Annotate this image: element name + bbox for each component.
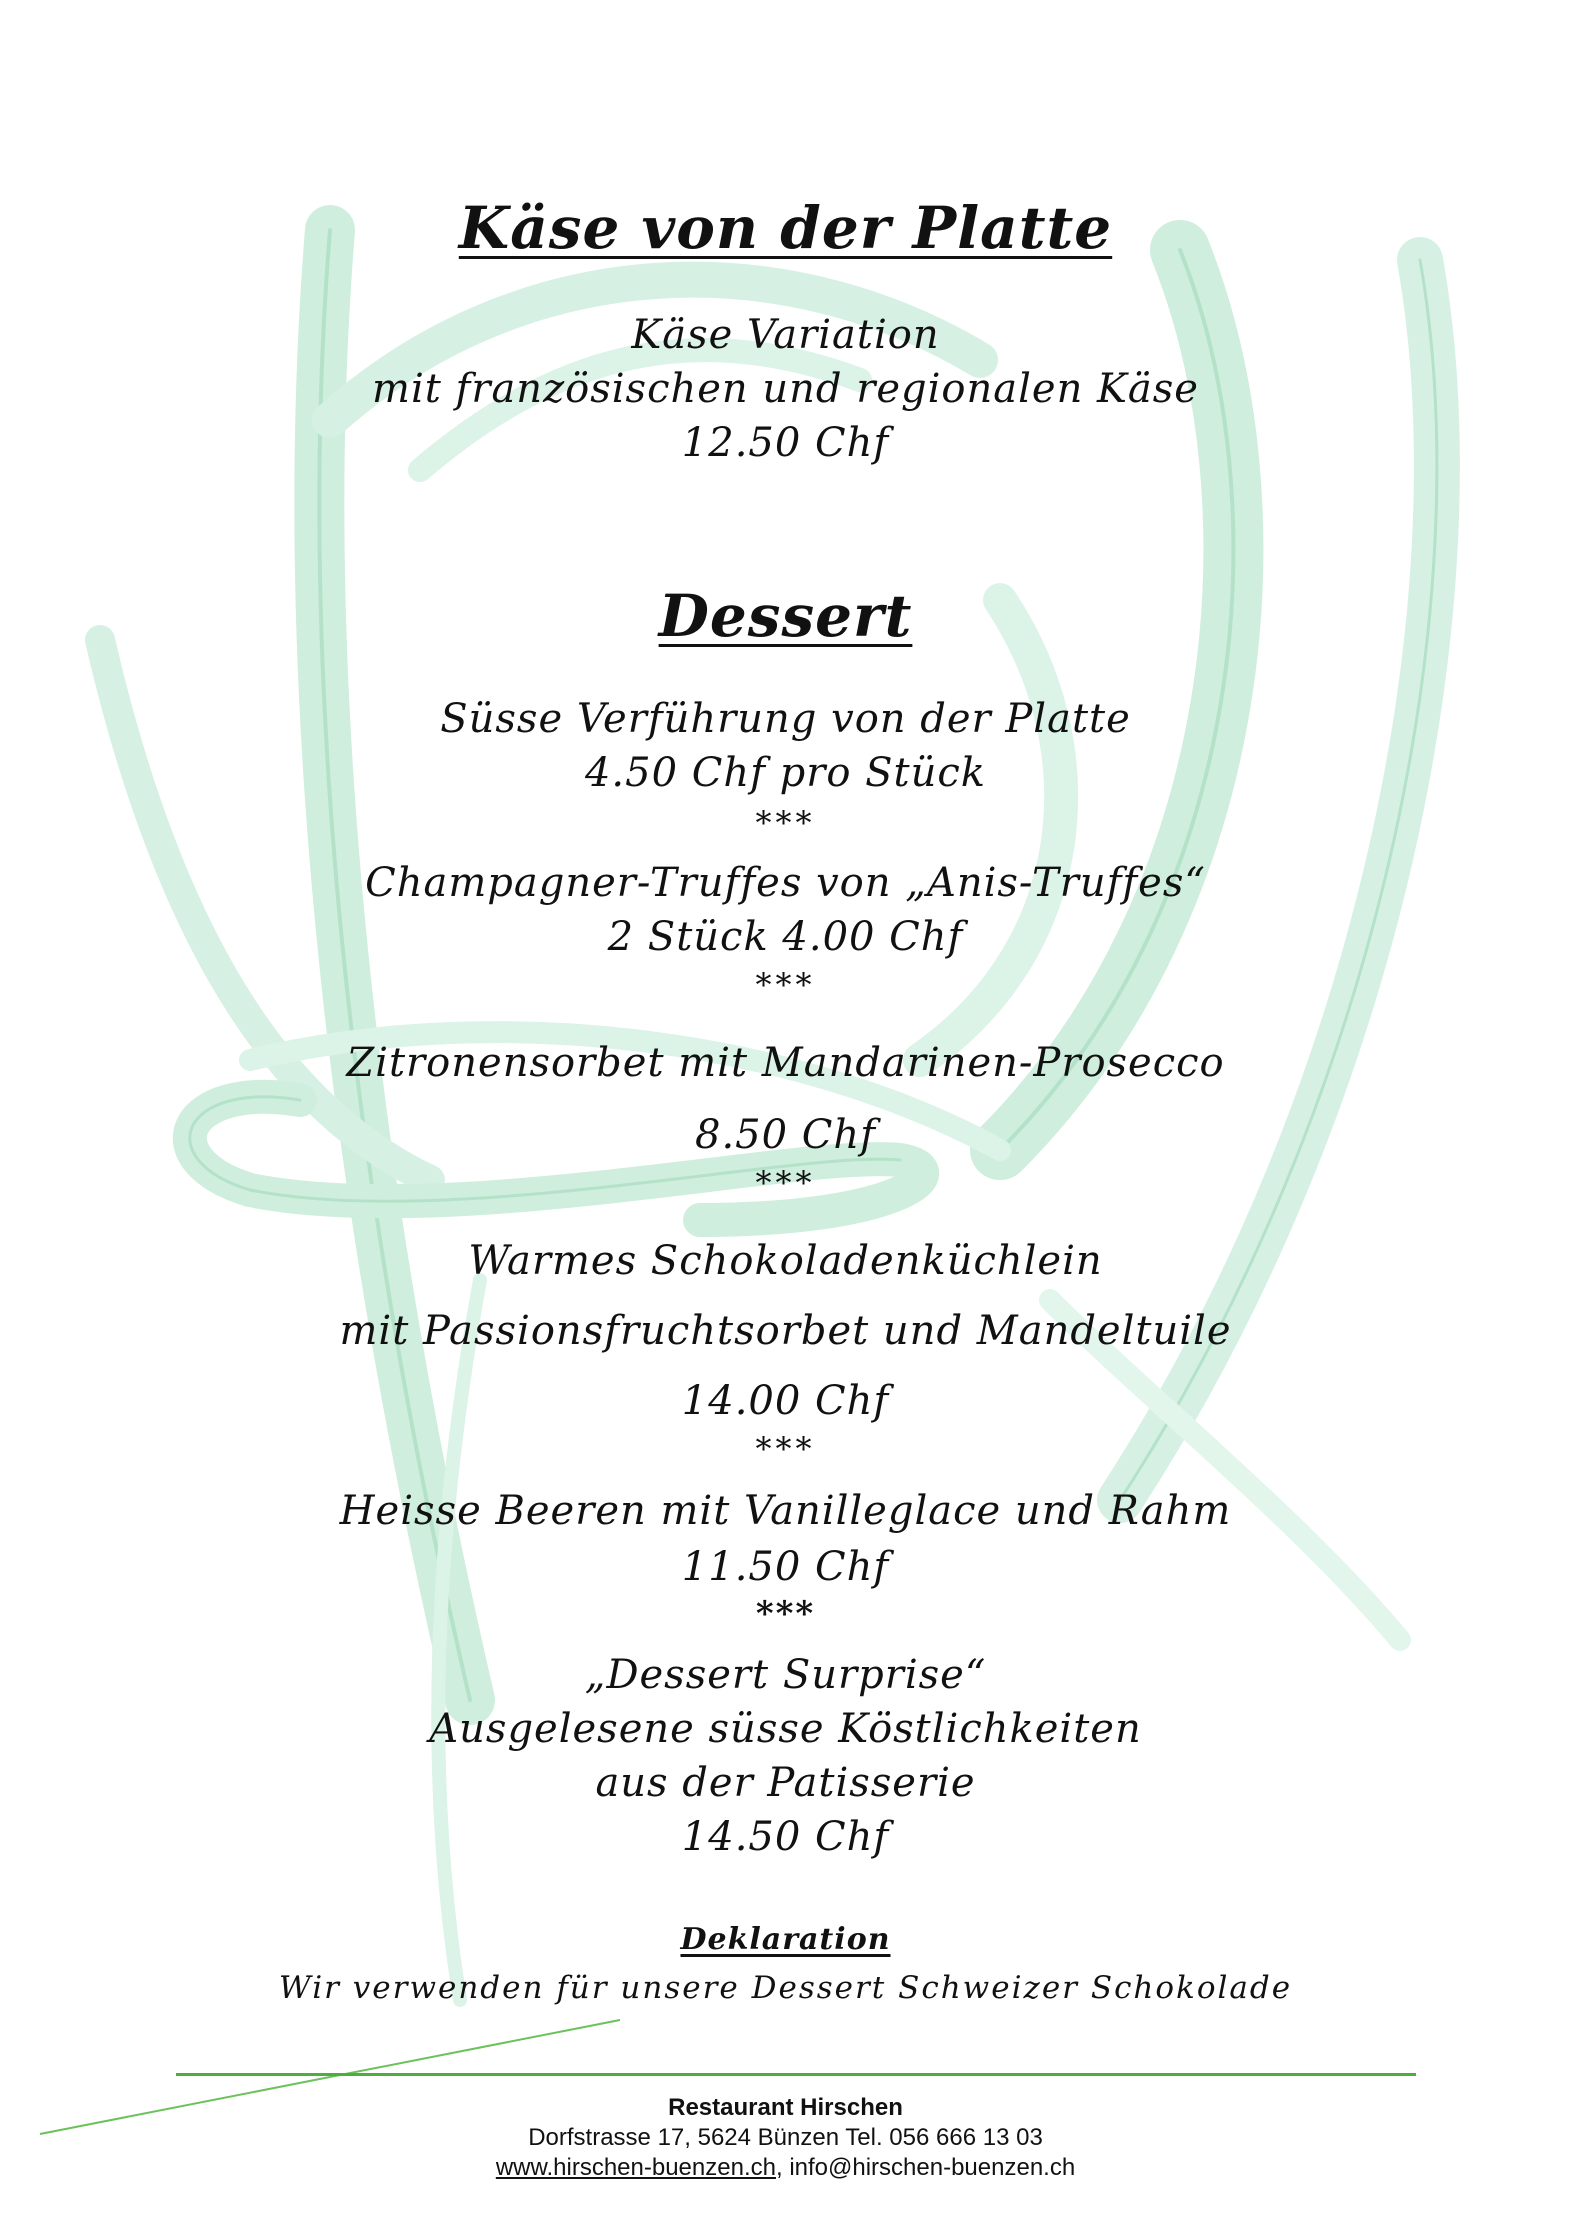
cheese-item-price: 12.50 Chf <box>681 420 890 466</box>
separator: *** <box>755 966 816 1004</box>
dessert-item-6-description-2: aus der Patisserie <box>595 1760 976 1806</box>
dessert-item-6-name: „Dessert Surprise“ <box>584 1652 987 1698</box>
dessert-item-1-price: 4.50 Chf pro Stück <box>584 750 987 796</box>
dessert-item-3-price: 8.50 Chf <box>695 1112 876 1158</box>
footer-address: Dorfstrasse 17, 5624 Bünzen Tel. 056 666 13 03 <box>528 2124 1043 2151</box>
website-link[interactable]: www.hirschen-buenzen.ch <box>495 2154 776 2181</box>
dessert-item-1-name: Süsse Verführung von der Platte <box>440 696 1131 742</box>
separator: *** <box>755 1594 816 1634</box>
dessert-item-2-name: Champagner-Truffes von „Anis-Truffes“ <box>365 860 1206 906</box>
declaration-title: Deklaration <box>680 1922 891 1957</box>
email-address[interactable]: info@hirschen-buenzen.ch <box>789 2154 1076 2181</box>
cheese-item-title: Käse Variation <box>631 312 940 358</box>
dessert-item-4-description: mit Passionsfruchtsorbet und Mandeltuile <box>339 1308 1232 1354</box>
dessert-heading: Dessert <box>658 582 913 650</box>
separator: *** <box>755 1164 816 1202</box>
dessert-item-2-price: 2 Stück 4.00 Chf <box>607 914 964 960</box>
declaration-text: Wir verwenden für unsere Dessert Schweizer Schokolade <box>278 1970 1293 2006</box>
dessert-item-3-name: Zitronensorbet mit Mandarinen-Prosecco <box>346 1040 1225 1086</box>
footer-contact <box>0 2154 1571 2182</box>
dessert-item-6-price: 14.50 Chf <box>681 1814 890 1860</box>
separator: *** <box>755 804 816 842</box>
footer-divider <box>176 2073 1416 2076</box>
dessert-item-4-price: 14.00 Chf <box>681 1378 890 1424</box>
contact-separator: , <box>775 2154 790 2181</box>
dessert-item-6-description: Ausgelesene süsse Köstlichkeiten <box>429 1706 1142 1752</box>
cheese-heading: Käse von der Platte <box>458 194 1113 262</box>
dessert-item-5-name: Heisse Beeren mit Vanilleglace und Rahm <box>339 1488 1232 1534</box>
cheese-item-description: mit französischen und regionalen Käse <box>372 366 1199 412</box>
separator: *** <box>755 1430 816 1468</box>
footer-restaurant-name: Restaurant Hirschen <box>668 2094 903 2121</box>
dessert-item-5-price: 11.50 Chf <box>681 1544 890 1590</box>
dessert-item-4-name: Warmes Schokoladenküchlein <box>468 1238 1103 1284</box>
